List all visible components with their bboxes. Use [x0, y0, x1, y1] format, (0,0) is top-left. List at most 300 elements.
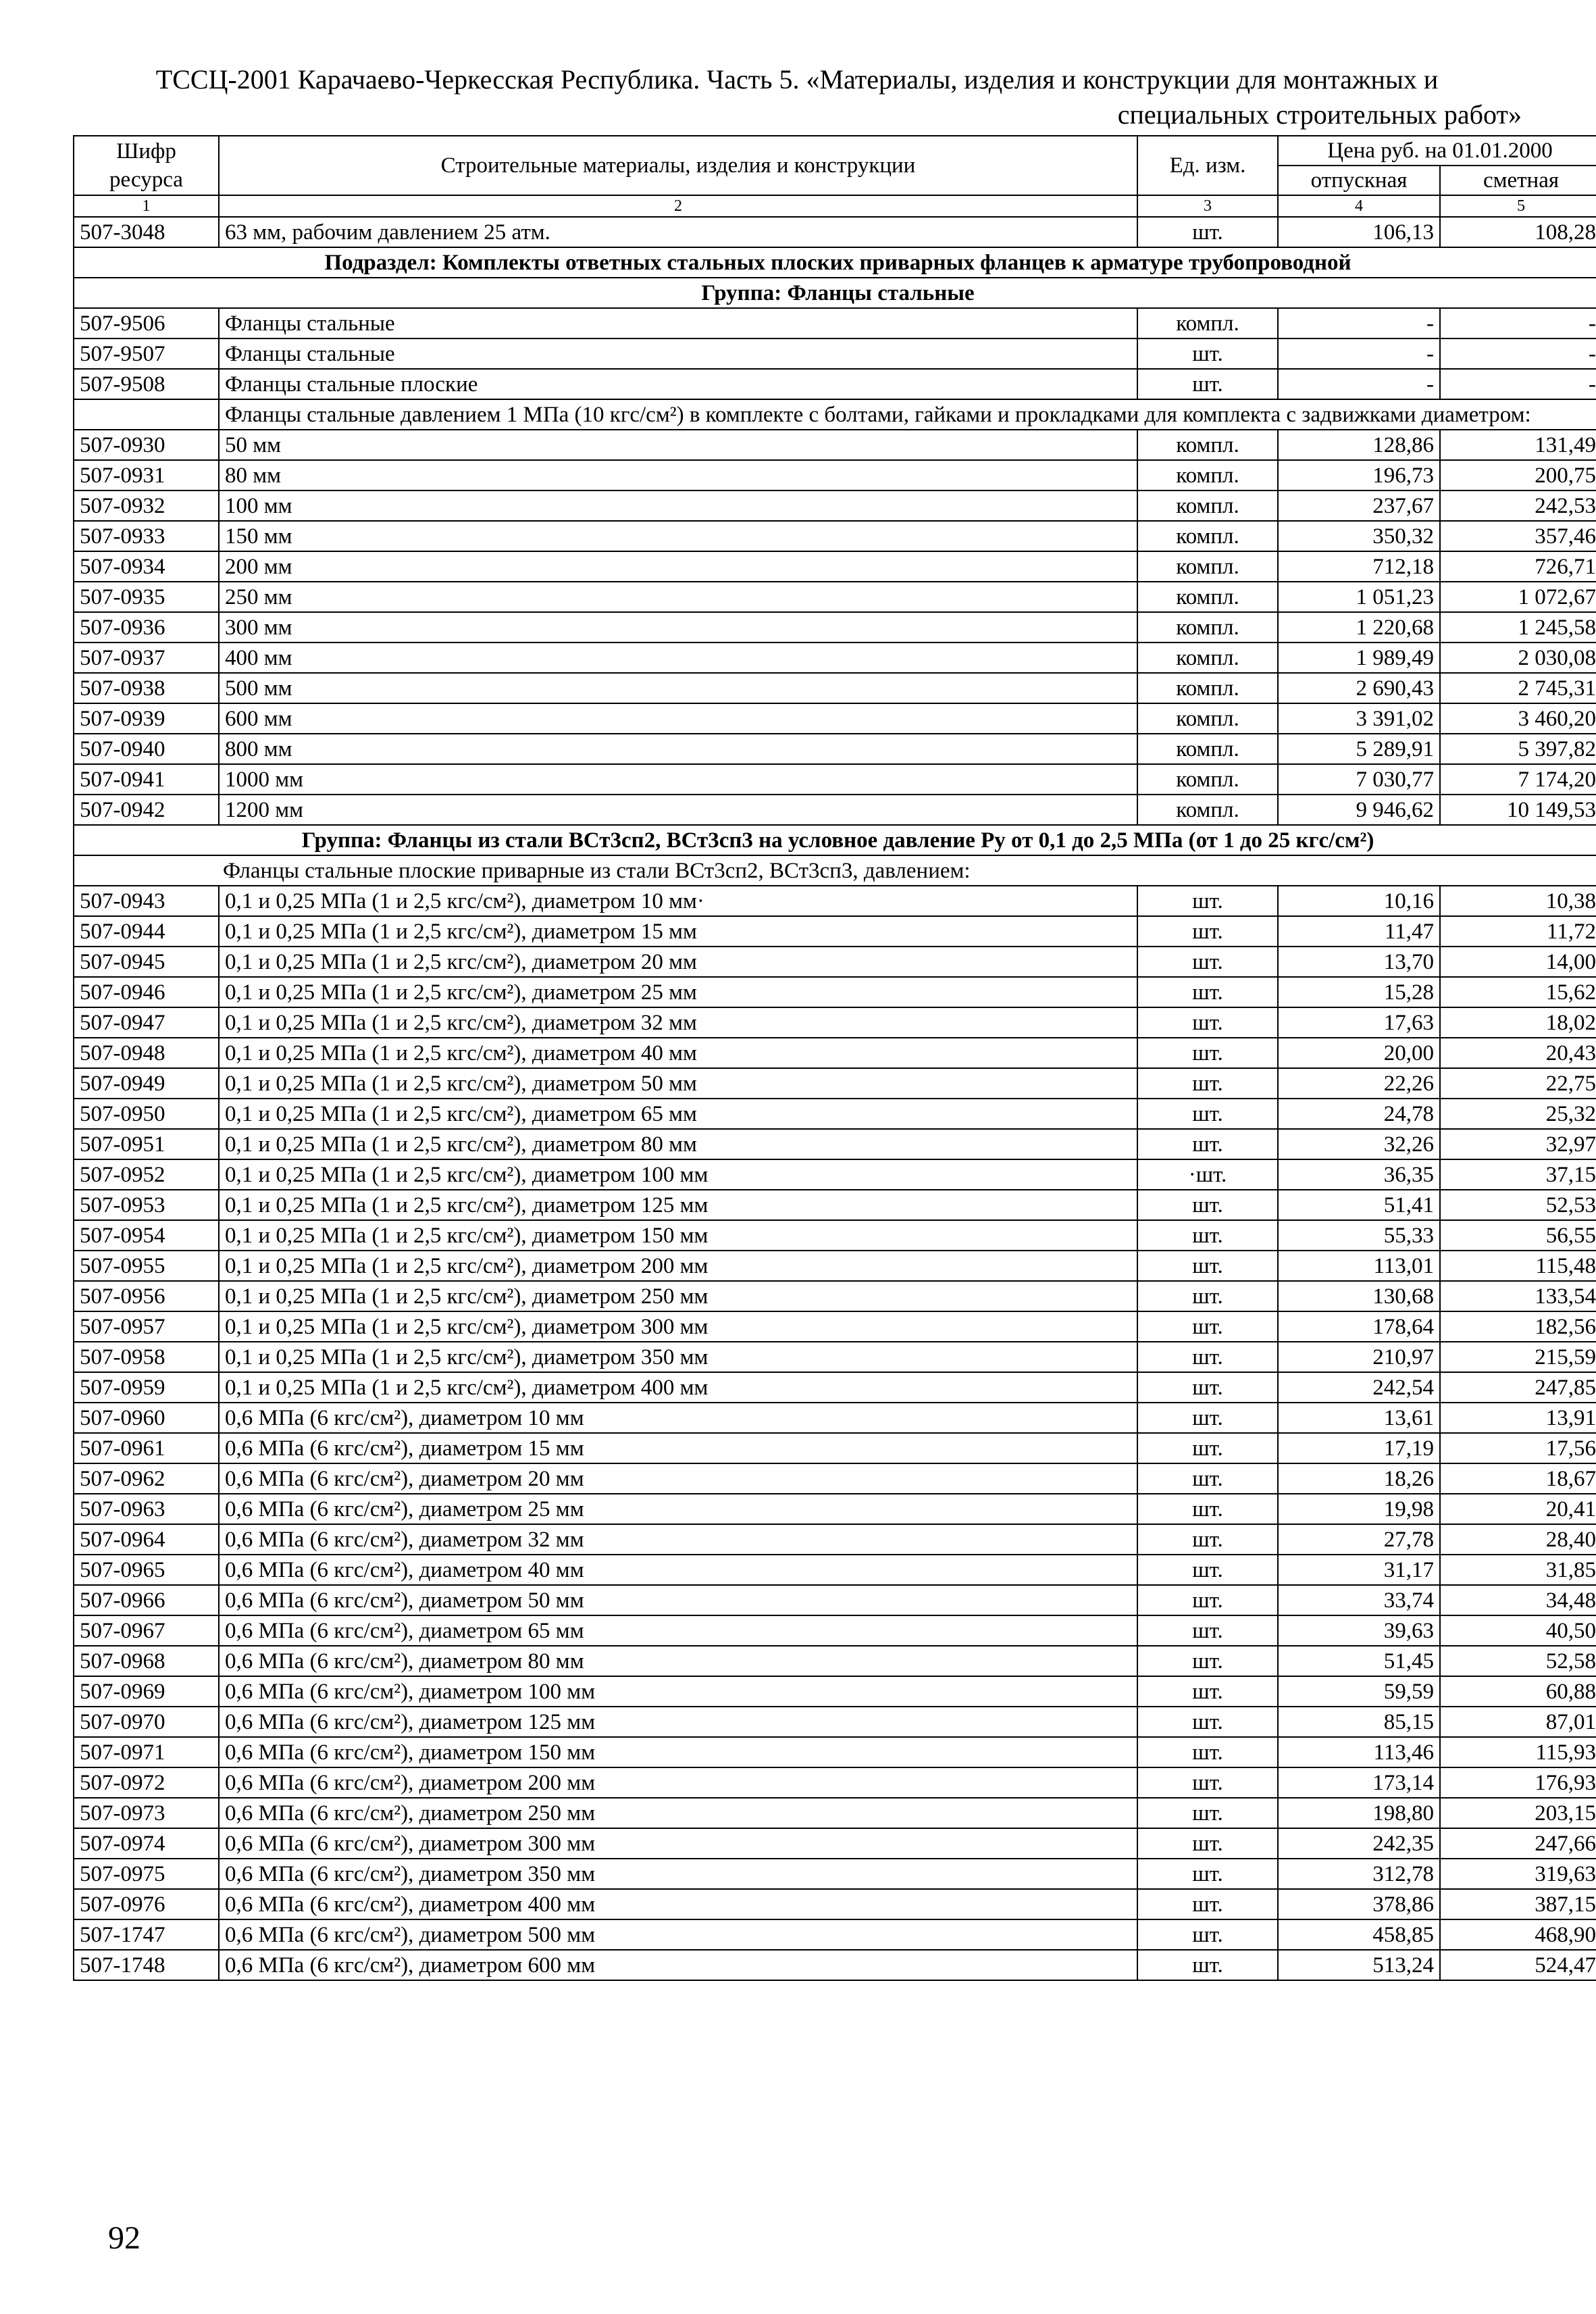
release-price: 242,54 — [1278, 1372, 1440, 1403]
release-price: 1 051,23 — [1278, 582, 1440, 612]
group-note: Фланцы стальные плоские приварные из стали ВСт3сп2, ВСт3сп3, давлением: — [74, 855, 1596, 886]
release-price: 31,17 — [1278, 1555, 1440, 1585]
resource-name: 0,6 МПа (6 кгс/см²), диаметром 20 мм — [219, 1463, 1137, 1494]
resource-unit: шт. — [1137, 1585, 1278, 1615]
resource-code: 507-0936 — [74, 612, 219, 643]
table-row — [74, 916, 1596, 947]
resource-unit: шт. — [1137, 369, 1278, 399]
estimate-price: - — [1440, 308, 1596, 338]
release-price: 17,19 — [1278, 1433, 1440, 1463]
release-price: 128,86 — [1278, 430, 1440, 460]
resource-unit: шт. — [1137, 1372, 1278, 1403]
resource-name: 500 мм — [219, 673, 1137, 703]
estimate-price: 319,63 — [1440, 1859, 1596, 1889]
estimate-price: 524,47 — [1440, 1950, 1596, 1980]
release-price: 113,46 — [1278, 1737, 1440, 1767]
estimate-price: 10 149,53 — [1440, 795, 1596, 825]
release-price: 7 030,77 — [1278, 764, 1440, 795]
resource-name: 0,6 МПа (6 кгс/см²), диаметром 250 мм — [219, 1798, 1137, 1828]
resource-code: 507-0934 — [74, 551, 219, 582]
resource-name: 0,1 и 0,25 МПа (1 и 2,5 кгс/см²), диаметром 350 мм — [219, 1342, 1137, 1372]
resource-name: 0,1 и 0,25 МПа (1 и 2,5 кгс/см²), диаметром 32 мм — [219, 1007, 1137, 1038]
resource-code: 507-0933 — [74, 521, 219, 551]
group-title: Группа: Фланцы стальные — [74, 278, 1596, 308]
release-price: 198,80 — [1278, 1798, 1440, 1828]
resource-name: 0,6 МПа (6 кгс/см²), диаметром 10 мм — [219, 1403, 1137, 1433]
resource-unit: шт. — [1137, 1889, 1278, 1919]
resource-code: 507-0946 — [74, 977, 219, 1007]
resource-code: 507-0931 — [74, 460, 219, 491]
table-row — [74, 1555, 1596, 1585]
resource-unit: шт. — [1137, 1676, 1278, 1707]
resource-name: 0,6 МПа (6 кгс/см²), диаметром 40 мм — [219, 1555, 1137, 1585]
resource-unit: шт. — [1137, 1737, 1278, 1767]
release-price: 15,28 — [1278, 977, 1440, 1007]
resource-unit: шт. — [1137, 886, 1278, 916]
col-header-price: Цена руб. на 01.01.2000 — [1278, 136, 1596, 166]
group-note: Фланцы стальные давлением 1 МПа (10 кгс/см²) в комплекте с болтами, гайками и прокладками для комплекта с задвижками диаметром: — [219, 399, 1596, 430]
estimate-price: 18,67 — [1440, 1463, 1596, 1494]
release-price: 22,26 — [1278, 1068, 1440, 1099]
col-header-unit: Ед. изм. — [1137, 136, 1278, 195]
resource-name: 0,6 МПа (6 кгс/см²), диаметром 350 мм — [219, 1859, 1137, 1889]
resource-name: 250 мм — [219, 582, 1137, 612]
resource-code: 507-0940 — [74, 734, 219, 764]
release-price: 51,45 — [1278, 1646, 1440, 1676]
table-row — [74, 460, 1596, 491]
estimate-price: 34,48 — [1440, 1585, 1596, 1615]
table-row — [74, 612, 1596, 643]
resource-unit: шт. — [1137, 1524, 1278, 1555]
release-price: 378,86 — [1278, 1889, 1440, 1919]
release-price: 513,24 — [1278, 1950, 1440, 1980]
resource-unit: шт. — [1137, 916, 1278, 947]
estimate-price: 215,59 — [1440, 1342, 1596, 1372]
resource-unit: шт. — [1137, 977, 1278, 1007]
resource-name: 0,1 и 0,25 МПа (1 и 2,5 кгс/см²), диаметром 150 мм — [219, 1220, 1137, 1251]
col-header-estimate: сметная — [1440, 166, 1596, 195]
release-price: 59,59 — [1278, 1676, 1440, 1707]
table-row — [74, 1342, 1596, 1372]
estimate-price: 22,75 — [1440, 1068, 1596, 1099]
estimate-price: 31,85 — [1440, 1555, 1596, 1585]
estimate-price: 115,48 — [1440, 1251, 1596, 1281]
resource-unit: шт. — [1137, 217, 1278, 247]
resource-name: 0,6 МПа (6 кгс/см²), диаметром 100 мм — [219, 1676, 1137, 1707]
release-price: 51,41 — [1278, 1190, 1440, 1220]
resource-name: 600 мм — [219, 703, 1137, 734]
resource-code: 507-0956 — [74, 1281, 219, 1311]
group-title: Группа: Фланцы из стали ВСт3сп2, ВСт3сп3 на условное давление Ру от 0,1 до 2,5 МПа (от 1 до 25 кгс/см²) — [74, 825, 1596, 855]
release-price: 33,74 — [1278, 1585, 1440, 1615]
release-price: 24,78 — [1278, 1099, 1440, 1129]
resource-code: 507-3048 — [74, 217, 219, 247]
col-number: 1 — [74, 195, 219, 217]
release-price: 712,18 — [1278, 551, 1440, 582]
release-price: - — [1278, 369, 1440, 399]
resource-name: Фланцы стальные плоские — [219, 369, 1137, 399]
release-price: 1 220,68 — [1278, 612, 1440, 643]
resource-name: 0,6 МПа (6 кгс/см²), диаметром 125 мм — [219, 1707, 1137, 1737]
release-price: 1 989,49 — [1278, 643, 1440, 673]
resource-unit: шт. — [1137, 1251, 1278, 1281]
resource-unit: компл. — [1137, 582, 1278, 612]
resource-code: 507-0963 — [74, 1494, 219, 1524]
release-price: 5 289,91 — [1278, 734, 1440, 764]
group-row — [74, 825, 1596, 855]
col-number: 3 — [1137, 195, 1278, 217]
resource-unit: шт. — [1137, 338, 1278, 369]
resource-code: 507-0941 — [74, 764, 219, 795]
release-price: 2 690,43 — [1278, 673, 1440, 703]
resource-unit: шт. — [1137, 1919, 1278, 1950]
resource-code: 507-0974 — [74, 1828, 219, 1859]
release-price: 242,35 — [1278, 1828, 1440, 1859]
resource-code: 507-0960 — [74, 1403, 219, 1433]
table-row — [74, 521, 1596, 551]
resource-name: 0,6 МПа (6 кгс/см²), диаметром 15 мм — [219, 1433, 1137, 1463]
subsection-title: Подраздел: Комплекты ответных стальных плоских приварных фланцев к арматуре трубопроводной — [74, 247, 1596, 278]
estimate-price: 726,71 — [1440, 551, 1596, 582]
estimate-price: 18,02 — [1440, 1007, 1596, 1038]
header-line-1: ТССЦ-2001 Карачаево-Черкесская Республика. Часть 5. «Материалы, изделия и конструкции для монтажных и — [155, 64, 1439, 95]
table-row — [74, 1433, 1596, 1463]
table-row — [74, 1859, 1596, 1889]
release-price: 36,35 — [1278, 1159, 1440, 1190]
resource-code: 507-0945 — [74, 947, 219, 977]
estimate-price: 115,93 — [1440, 1737, 1596, 1767]
resource-name: 0,1 и 0,25 МПа (1 и 2,5 кгс/см²), диаметром 200 мм — [219, 1251, 1137, 1281]
release-price: 13,70 — [1278, 947, 1440, 977]
table-row — [74, 1281, 1596, 1311]
estimate-price: 87,01 — [1440, 1707, 1596, 1737]
resource-name: 0,1 и 0,25 МПа (1 и 2,5 кгс/см²), диаметром 100 мм — [219, 1159, 1137, 1190]
resource-name: 0,1 и 0,25 МПа (1 и 2,5 кгс/см²), диаметром 125 мм — [219, 1190, 1137, 1220]
note-row — [74, 399, 1596, 430]
resource-code: 507-0957 — [74, 1311, 219, 1342]
table-row — [74, 1190, 1596, 1220]
resource-unit: шт. — [1137, 1007, 1278, 1038]
col-number: 4 — [1278, 195, 1440, 217]
table-row — [74, 1767, 1596, 1798]
resource-code: 507-0964 — [74, 1524, 219, 1555]
table-row — [74, 491, 1596, 521]
resource-name: 0,6 МПа (6 кгс/см²), диаметром 300 мм — [219, 1828, 1137, 1859]
resource-name: 0,1 и 0,25 МПа (1 и 2,5 кгс/см²), диаметром 40 мм — [219, 1038, 1137, 1068]
resource-unit: шт. — [1137, 1342, 1278, 1372]
estimate-price: 133,54 — [1440, 1281, 1596, 1311]
resource-name: 0,6 МПа (6 кгс/см²), диаметром 600 мм — [219, 1950, 1137, 1980]
resource-code: 507-0953 — [74, 1190, 219, 1220]
estimate-price: 131,49 — [1440, 430, 1596, 460]
table-row — [74, 1950, 1596, 1980]
table-row — [74, 1494, 1596, 1524]
resource-code: 507-1748 — [74, 1950, 219, 1980]
resource-code: 507-0951 — [74, 1129, 219, 1159]
resource-unit: компл. — [1137, 795, 1278, 825]
table-row — [74, 338, 1596, 369]
resource-unit: шт. — [1137, 1038, 1278, 1068]
table-row — [74, 308, 1596, 338]
resource-code: 507-9506 — [74, 308, 219, 338]
table-row — [74, 1220, 1596, 1251]
resource-unit: шт. — [1137, 1859, 1278, 1889]
table-row — [74, 764, 1596, 795]
table-row — [74, 1798, 1596, 1828]
col-header-name: Строительные материалы, изделия и конструкции — [219, 136, 1137, 195]
release-price: 130,68 — [1278, 1281, 1440, 1311]
resource-unit: компл. — [1137, 612, 1278, 643]
table-row — [74, 1068, 1596, 1099]
resource-code: 507-9508 — [74, 369, 219, 399]
price-table — [73, 135, 1596, 1981]
resource-code: 507-0973 — [74, 1798, 219, 1828]
table-row — [74, 1707, 1596, 1737]
release-price: 106,13 — [1278, 217, 1440, 247]
estimate-price: 15,62 — [1440, 977, 1596, 1007]
estimate-price: 182,56 — [1440, 1311, 1596, 1342]
estimate-price: 32,97 — [1440, 1129, 1596, 1159]
resource-unit: шт. — [1137, 1646, 1278, 1676]
resource-unit: шт. — [1137, 1555, 1278, 1585]
table-row — [74, 1889, 1596, 1919]
resource-unit: шт. — [1137, 947, 1278, 977]
resource-unit: компл. — [1137, 643, 1278, 673]
resource-unit: шт. — [1137, 1281, 1278, 1311]
estimate-price: 176,93 — [1440, 1767, 1596, 1798]
resource-name: 300 мм — [219, 612, 1137, 643]
estimate-price: - — [1440, 369, 1596, 399]
resource-name: 0,6 МПа (6 кгс/см²), диаметром 65 мм — [219, 1615, 1137, 1646]
estimate-price: 1 245,58 — [1440, 612, 1596, 643]
document-header — [71, 62, 1523, 132]
table-row — [74, 673, 1596, 703]
resource-name: 1000 мм — [219, 764, 1137, 795]
release-price: 458,85 — [1278, 1919, 1440, 1950]
release-price: 32,26 — [1278, 1129, 1440, 1159]
resource-code: 507-0952 — [74, 1159, 219, 1190]
resource-code: 507-0965 — [74, 1555, 219, 1585]
resource-name: 0,1 и 0,25 МПа (1 и 2,5 кгс/см²), диаметром 300 мм — [219, 1311, 1137, 1342]
resource-unit: компл. — [1137, 460, 1278, 491]
resource-name: Фланцы стальные — [219, 308, 1137, 338]
resource-code: 507-0947 — [74, 1007, 219, 1038]
resource-code: 507-0967 — [74, 1615, 219, 1646]
resource-unit: шт. — [1137, 1615, 1278, 1646]
release-price: 27,78 — [1278, 1524, 1440, 1555]
estimate-price: 1 072,67 — [1440, 582, 1596, 612]
estimate-price: 60,88 — [1440, 1676, 1596, 1707]
table-row — [74, 1311, 1596, 1342]
resource-name: Фланцы стальные — [219, 338, 1137, 369]
resource-code: 507-0966 — [74, 1585, 219, 1615]
resource-code: 507-0939 — [74, 703, 219, 734]
resource-code: 507-9507 — [74, 338, 219, 369]
resource-code: 507-0958 — [74, 1342, 219, 1372]
table-row — [74, 795, 1596, 825]
resource-name: 0,6 МПа (6 кгс/см²), диаметром 25 мм — [219, 1494, 1137, 1524]
resource-code: 507-0969 — [74, 1676, 219, 1707]
resource-name: 0,6 МПа (6 кгс/см²), диаметром 400 мм — [219, 1889, 1137, 1919]
table-row — [74, 1159, 1596, 1190]
estimate-price: 13,91 — [1440, 1403, 1596, 1433]
resource-code: 507-0976 — [74, 1889, 219, 1919]
resource-code: 507-0968 — [74, 1646, 219, 1676]
estimate-price: 3 460,20 — [1440, 703, 1596, 734]
resource-code: 507-0954 — [74, 1220, 219, 1251]
release-price: 113,01 — [1278, 1251, 1440, 1281]
resource-code: 507-0942 — [74, 795, 219, 825]
resource-unit: шт. — [1137, 1099, 1278, 1129]
table-row — [74, 947, 1596, 977]
table-row — [74, 1585, 1596, 1615]
release-price: 210,97 — [1278, 1342, 1440, 1372]
resource-name: 0,1 и 0,25 МПа (1 и 2,5 кгс/см²), диаметром 400 мм — [219, 1372, 1137, 1403]
group-row — [74, 278, 1596, 308]
resource-code: 507-0948 — [74, 1038, 219, 1068]
table-row — [74, 1372, 1596, 1403]
table-row — [74, 886, 1596, 916]
release-price: 9 946,62 — [1278, 795, 1440, 825]
resource-unit: шт. — [1137, 1190, 1278, 1220]
table-row — [74, 734, 1596, 764]
table-row — [74, 1099, 1596, 1129]
table-row — [74, 582, 1596, 612]
estimate-price: 20,43 — [1440, 1038, 1596, 1068]
resource-code: 507-0944 — [74, 916, 219, 947]
resource-name: 0,1 и 0,25 МПа (1 и 2,5 кгс/см²), диаметром 20 мм — [219, 947, 1137, 977]
resource-code: 507-0962 — [74, 1463, 219, 1494]
estimate-price: 247,85 — [1440, 1372, 1596, 1403]
release-price: 3 391,02 — [1278, 703, 1440, 734]
resource-unit: компл. — [1137, 703, 1278, 734]
estimate-price: 468,90 — [1440, 1919, 1596, 1950]
table-row — [74, 1463, 1596, 1494]
resource-code: 507-0955 — [74, 1251, 219, 1281]
resource-name: 1200 мм — [219, 795, 1137, 825]
resource-name: 63 мм, рабочим давлением 25 атм. — [219, 217, 1137, 247]
resource-code: 507-0937 — [74, 643, 219, 673]
resource-name: 80 мм — [219, 460, 1137, 491]
estimate-price: - — [1440, 338, 1596, 369]
resource-unit: шт. — [1137, 1707, 1278, 1737]
estimate-price: 242,53 — [1440, 491, 1596, 521]
release-price: 85,15 — [1278, 1707, 1440, 1737]
resource-code: 507-0970 — [74, 1707, 219, 1737]
resource-name: 50 мм — [219, 430, 1137, 460]
release-price: - — [1278, 308, 1440, 338]
resource-name: 0,1 и 0,25 МПа (1 и 2,5 кгс/см²), диаметром 250 мм — [219, 1281, 1137, 1311]
release-price: 18,26 — [1278, 1463, 1440, 1494]
table-row — [74, 1615, 1596, 1646]
col-number: 2 — [219, 195, 1137, 217]
estimate-price: 56,55 — [1440, 1220, 1596, 1251]
estimate-price: 37,15 — [1440, 1159, 1596, 1190]
estimate-price: 203,15 — [1440, 1798, 1596, 1828]
table-row — [74, 1403, 1596, 1433]
header-line-2: специальных строительных работ» — [1117, 99, 1522, 130]
estimate-price: 357,46 — [1440, 521, 1596, 551]
release-price: 237,67 — [1278, 491, 1440, 521]
resource-code: 507-0943 — [74, 886, 219, 916]
resource-name: 0,6 МПа (6 кгс/см²), диаметром 32 мм — [219, 1524, 1137, 1555]
resource-name: 0,1 и 0,25 МПа (1 и 2,5 кгс/см²), диаметром 15 мм — [219, 916, 1137, 947]
col-header-code: Шифр ресурса — [74, 136, 219, 195]
table-row — [74, 430, 1596, 460]
resource-unit: шт. — [1137, 1950, 1278, 1980]
resource-name: 0,6 МПа (6 кгс/см²), диаметром 200 мм — [219, 1767, 1137, 1798]
estimate-price: 2 030,08 — [1440, 643, 1596, 673]
resource-name: 150 мм — [219, 521, 1137, 551]
release-price: 11,47 — [1278, 916, 1440, 947]
resource-name: 0,6 МПа (6 кгс/см²), диаметром 150 мм — [219, 1737, 1137, 1767]
resource-name: 0,1 и 0,25 МПа (1 и 2,5 кгс/см²), диаметром 80 мм — [219, 1129, 1137, 1159]
resource-unit: ·шт. — [1137, 1159, 1278, 1190]
estimate-price: 25,32 — [1440, 1099, 1596, 1129]
resource-unit: шт. — [1137, 1828, 1278, 1859]
resource-name: 0,6 МПа (6 кгс/см²), диаметром 50 мм — [219, 1585, 1137, 1615]
table-row — [74, 703, 1596, 734]
resource-code: 507-0975 — [74, 1859, 219, 1889]
estimate-price: 11,72 — [1440, 916, 1596, 947]
resource-unit: шт. — [1137, 1494, 1278, 1524]
resource-name: 0,1 и 0,25 МПа (1 и 2,5 кгс/см²), диаметром 10 мм· — [219, 886, 1137, 916]
table-row — [74, 369, 1596, 399]
resource-name: 0,1 и 0,25 МПа (1 и 2,5 кгс/см²), диаметром 50 мм — [219, 1068, 1137, 1099]
table-row — [74, 1919, 1596, 1950]
table-row — [74, 1676, 1596, 1707]
release-price: 20,00 — [1278, 1038, 1440, 1068]
table-row — [74, 1828, 1596, 1859]
resource-name: 200 мм — [219, 551, 1137, 582]
estimate-price: 247,66 — [1440, 1828, 1596, 1859]
resource-unit: шт. — [1137, 1220, 1278, 1251]
note-blank-cell — [74, 399, 219, 430]
release-price: 55,33 — [1278, 1220, 1440, 1251]
resource-unit: компл. — [1137, 430, 1278, 460]
table-header-row — [74, 136, 1596, 166]
col-header-release: отпускная — [1278, 166, 1440, 195]
table-row — [74, 1129, 1596, 1159]
estimate-price: 28,40 — [1440, 1524, 1596, 1555]
resource-code: 507-0938 — [74, 673, 219, 703]
table-row — [74, 1251, 1596, 1281]
estimate-price: 20,41 — [1440, 1494, 1596, 1524]
resource-unit: компл. — [1137, 308, 1278, 338]
resource-name: 0,1 и 0,25 МПа (1 и 2,5 кгс/см²), диаметром 65 мм — [219, 1099, 1137, 1129]
release-price: 19,98 — [1278, 1494, 1440, 1524]
estimate-price: 2 745,31 — [1440, 673, 1596, 703]
resource-code: 507-0950 — [74, 1099, 219, 1129]
release-price: 350,32 — [1278, 521, 1440, 551]
col-number: 5 — [1440, 195, 1596, 217]
release-price: 39,63 — [1278, 1615, 1440, 1646]
resource-unit: шт. — [1137, 1403, 1278, 1433]
estimate-price: 52,53 — [1440, 1190, 1596, 1220]
release-price: 196,73 — [1278, 460, 1440, 491]
resource-code: 507-0949 — [74, 1068, 219, 1099]
release-price: 173,14 — [1278, 1767, 1440, 1798]
resource-unit: компл. — [1137, 521, 1278, 551]
table-row — [74, 1524, 1596, 1555]
resource-code: 507-0972 — [74, 1767, 219, 1798]
resource-unit: компл. — [1137, 764, 1278, 795]
table-row — [74, 643, 1596, 673]
resource-code: 507-0959 — [74, 1372, 219, 1403]
estimate-price: 40,50 — [1440, 1615, 1596, 1646]
release-price: 178,64 — [1278, 1311, 1440, 1342]
release-price: - — [1278, 338, 1440, 369]
